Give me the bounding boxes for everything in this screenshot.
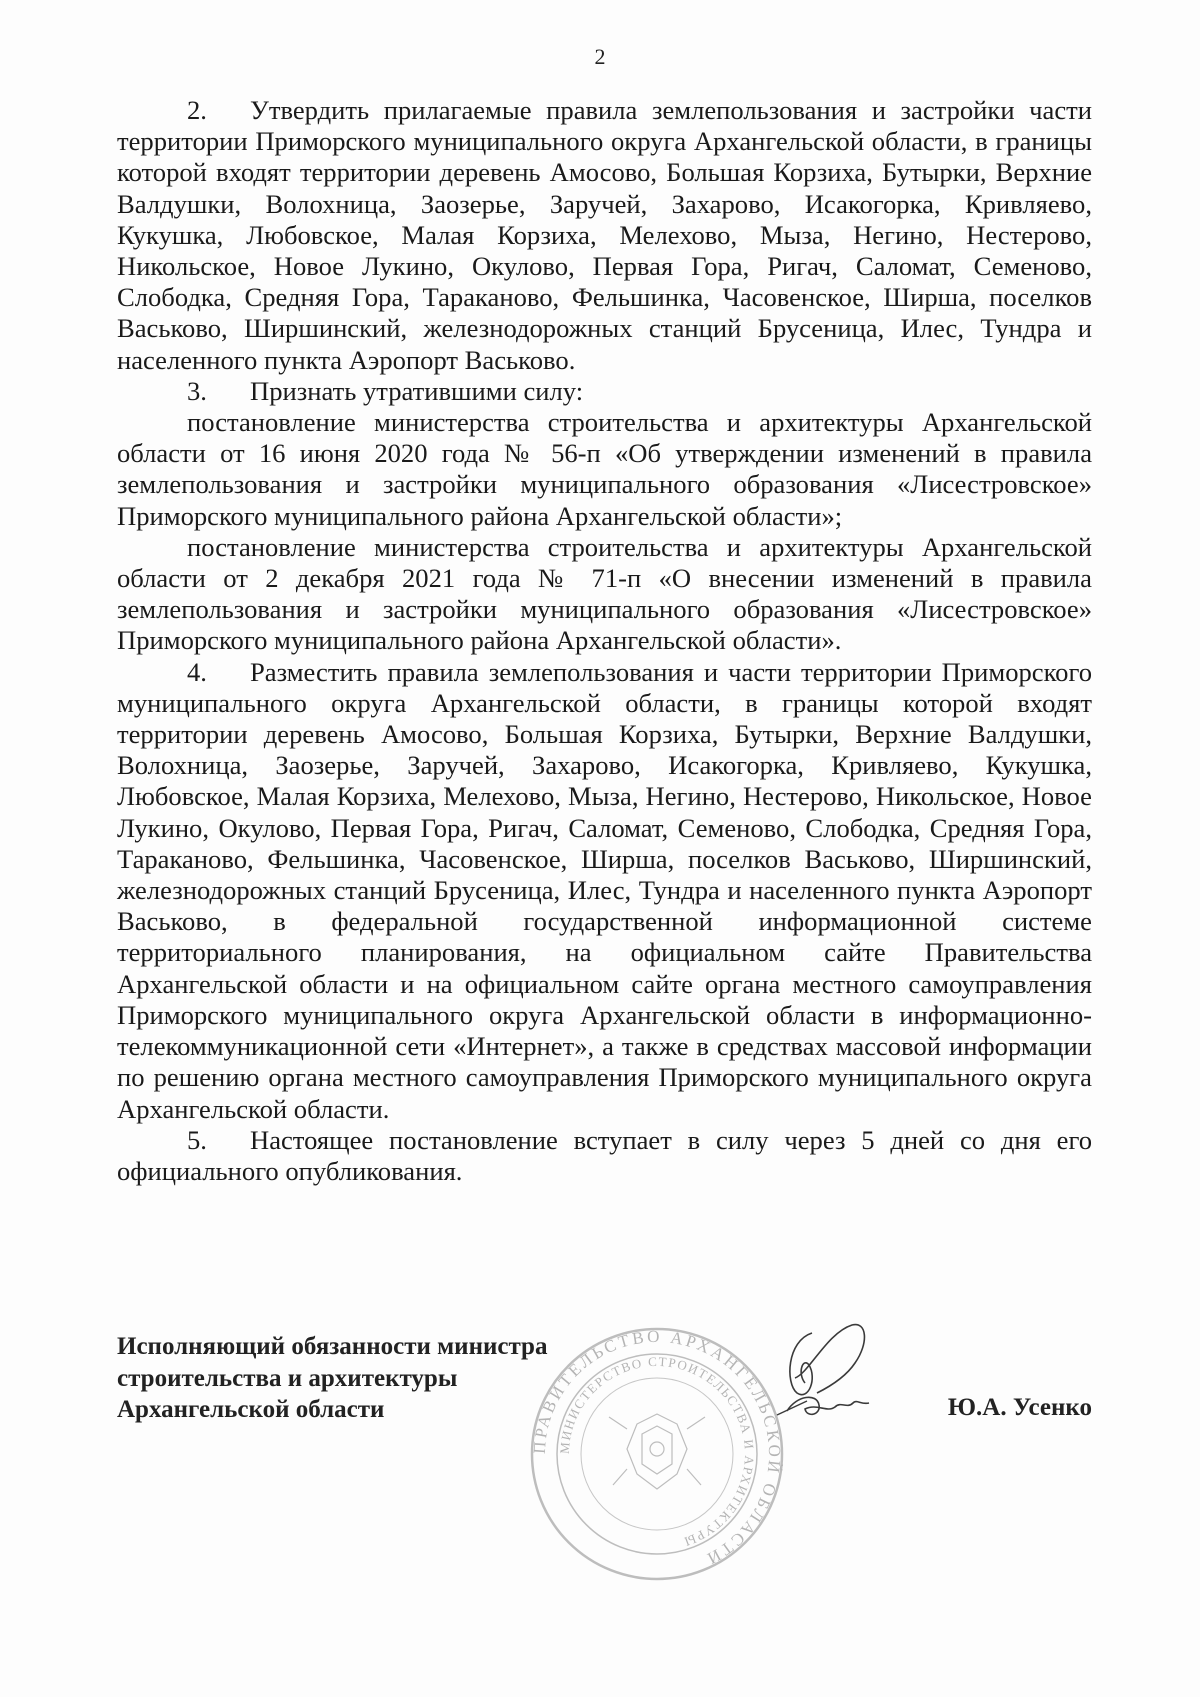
handwritten-signature <box>757 1323 907 1433</box>
paragraph-text: Настоящее постановление вступает в силу через 5 дней со дня его официального опубликования. <box>117 1124 1092 1186</box>
paragraph-number: 5. <box>187 1124 207 1155</box>
signature-block <box>117 1326 1092 1591</box>
signer-title-line: Архангельской области <box>117 1396 385 1423</box>
paragraph-number: 4. <box>187 656 207 687</box>
repealed-act-2: постановление министерства строительства и архитектуры Архангельской области от 2 декабря 2021 года № 71-п «О внесении изменений в правила землепользования и застройки муниципального образования «Лисестровское» Приморского муниципального района Архангельской области». <box>117 531 1092 656</box>
paragraph-number: 3. <box>187 375 207 406</box>
official-seal-stamp <box>527 1319 787 1589</box>
stamp-outer-text: ПРАВИТЕЛЬСТВО АРХАНГЕЛЬСКОЙ ОБЛАСТИ <box>529 1326 785 1570</box>
repealed-act-1: постановление министерства строительства и архитектуры Архангельской области от 16 июня 2020 года № 56-п «Об утверждении изменений в правила землепользования и застройки муниципального образования «Лисестровское» Приморского муниципального района Архангельской области»; <box>117 407 1092 531</box>
paragraph-text: Разместить правила землепользования и части территории Приморского муниципального округа Архангельской области, в границы которой входят территории деревень Амосово, Большая Корзиха, Бутырки, Верхние Валдушки, Волохница, Заозерье, Заручей, Захарово, Исакогорка, Кривляево, Кукушка, Любовское, Малая Корзиха, Мелехово, Мыза, Негино, Нестерово, Никольское, Новое Лукино, Окулово, Первая Гора, Ригач, Саломат, Семеново, Слободка, Средняя Гора, Тараканово, Фельшинка, Часовенское, Ширша, поселков Васьково, Ширшинский, железнодорожных станций Брусеница, Илес, Тундра и населенного пункта Аэропорт Васьково, в федеральной государственной информационной системе территориального планирования, на официальном сайте Правительства Архангельской области и на официальном сайте органа местного самоуправления Приморского муниципального округа Архангельской области в информационно-телекоммуникационной сети «Интернет», а также в средствах массовой информации по решению органа местного самоуправления Приморского муниципального округа Архангельской области. <box>117 656 1092 1124</box>
signer-name: Ю.А. Усенко <box>947 1394 1092 1421</box>
paragraph-3 <box>117 376 1092 407</box>
svg-text:МИНИСТЕРСТВО СТРОИТЕЛЬСТВА И А <box>557 1354 757 1550</box>
stamp-inner-text: МИНИСТЕРСТВО СТРОИТЕЛЬСТВА И АРХИТЕКТУРЫ <box>556 1353 758 1550</box>
document-body <box>117 95 1092 1187</box>
coat-of-arms-icon <box>609 1414 705 1489</box>
paragraph-2 <box>117 95 1092 376</box>
paragraph-text: Признать утратившими силу: <box>250 375 584 406</box>
page-number: 2 <box>594 44 606 69</box>
signer-title-line: Исполняющий обязанности министра <box>117 1333 548 1360</box>
signer-title-line: строительства и архитектуры <box>117 1364 458 1392</box>
paragraph-4 <box>117 657 1092 1125</box>
paragraph-number: 2. <box>187 95 207 125</box>
paragraph-5 <box>117 1125 1092 1187</box>
paragraph-text: Утвердить прилагаемые правила землепользования и застройки части территории Приморского муниципального округа Архангельской области, в границы которой входят территории деревень Амосово, Большая Корзиха, Бутырки, Верхние Валдушки, Волохница, Заозерье, Заручей, Захарово, Исакогорка, Кривляево, Кукушка, Любовское, Малая Корзиха, Мелехово, Мыза, Негино, Нестерово, Никольское, Новое Лукино, Окулово, Первая Гора, Ригач, Саломат, Семеново, Слободка, Средняя Гора, Тараканово, Фельшинка, Часовенское, Ширша, поселков Васьково, Ширшинский, железнодорожных станций Брусеница, Илес, Тундра и населенного пункта Аэропорт Васьково. <box>117 95 1092 375</box>
